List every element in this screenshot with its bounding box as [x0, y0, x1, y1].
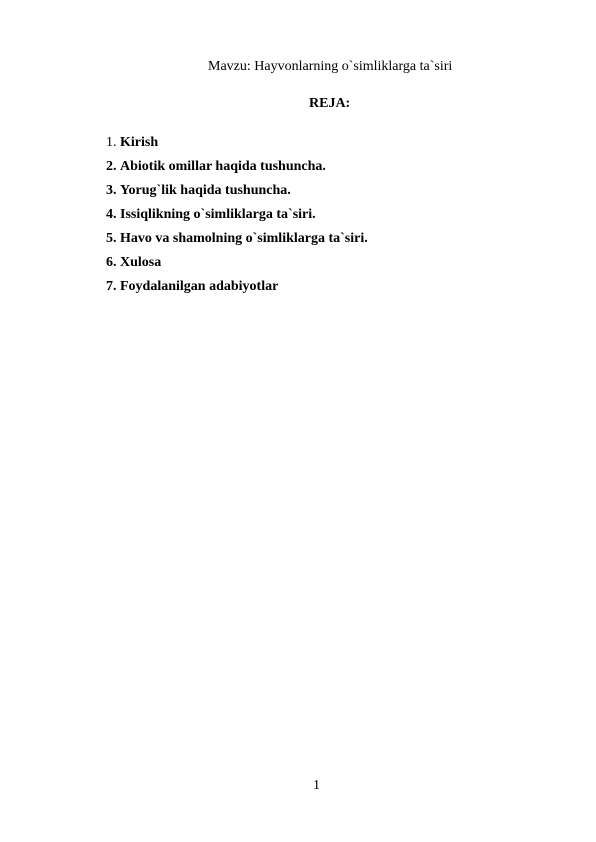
plan-item-number: 7.	[106, 279, 117, 294]
plan-item-text: Issiqlikning o`simliklarga ta`siri.	[120, 207, 316, 222]
plan-item	[106, 230, 368, 254]
plan-item-number: 5.	[106, 231, 117, 246]
plan-item-text: Foydalanilgan adabiyotlar	[120, 279, 279, 294]
document-topic: Mavzu: Hayvonlarning o`simliklarga ta`siri	[208, 59, 453, 74]
plan-item-text: Havo va shamolning o`simliklarga ta`siri.	[120, 231, 368, 246]
plan-item-text: Abiotik omillar haqida tushuncha.	[120, 159, 326, 174]
plan-title: REJA:	[309, 96, 351, 111]
plan-item-text: Yorug`lik haqida tushuncha.	[120, 183, 291, 198]
page-number: 1	[313, 778, 320, 793]
plan-item	[106, 134, 368, 158]
plan-item	[106, 182, 368, 206]
plan-item-number: 3.	[106, 183, 117, 198]
plan-item-number: 2.	[106, 159, 117, 174]
plan-item-number: 1.	[106, 135, 117, 150]
plan-item	[106, 278, 368, 302]
plan-item	[106, 254, 368, 278]
plan-item-number: 4.	[106, 207, 117, 222]
plan-item	[106, 206, 368, 230]
plan-item-text: Kirish	[120, 135, 159, 150]
plan-item-text: Xulosa	[120, 255, 162, 270]
plan-list	[106, 134, 368, 302]
plan-item	[106, 158, 368, 182]
plan-item-number: 6.	[106, 255, 117, 270]
